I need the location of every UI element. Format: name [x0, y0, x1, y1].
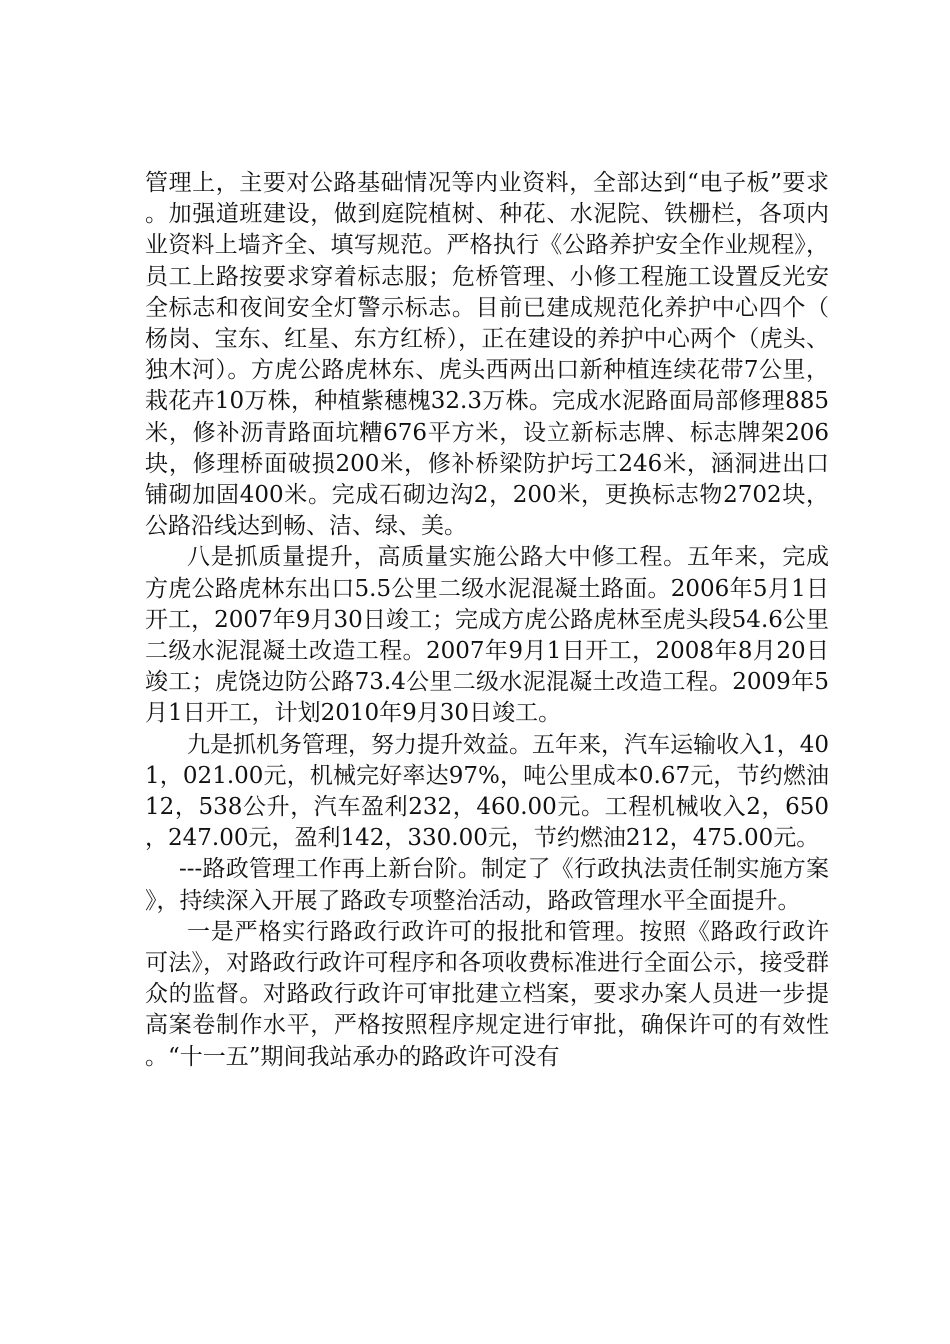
paragraph-road-maintenance: 管理上，主要对公路基础情况等内业资料，全部达到“电子板”要求。加强道班建设，做到庭院植树、种花、水泥院、铁栅栏，各项内业资料上墙齐全、填写规范。严格执行《公路养护安全作业规程》，员工上路按要求穿着标志服；危桥管理、小修工程施工设置反光安全标志和夜间安全灯警示标志。目前已建成规范化养护中心四个（杨岗、宝东、红星、东方红桥），正在建设的养护中心两个（虎头、独木河）。方虎公路虎林东、虎头西两出口新种植连续花带7公里，栽花卉10万株，种植紫穗槐32.3万株。完成水泥路面局部修理885米，修补沥青路面坑糟676平方米，设立新标志牌、标志牌架206块，修理桥面破损200米，修补桥梁防护圬工246米，涵洞进出口铺砌加固400米。完成石砌边沟2，200米，更换标志物2702块，公路沿线达到畅、洁、绿、美。 — [145, 170, 829, 540]
paragraph-road-administration: ---路政管理工作再上新台阶。制定了《行政执法责任制实施方案》，持续深入开展了路政专项整治活动，路政管理水平全面提升。 — [145, 856, 829, 914]
paragraph-quality-improvement: 八是抓质量提升，高质量实施公路大中修工程。五年来，完成方虎公路虎林东出口5.5公里二级水泥混凝土路面。2006年5月1日开工，2007年9月30日竣工；完成方虎公路虎林至虎头段54.6公里二级水泥混凝土改造工程。2007年9月1日开工，2008年8月20日竣工；虎饶边防公路73.4公里二级水泥混凝土改造工程。2009年5月1日开工，计划2010年9月30日竣工。 — [145, 544, 829, 727]
paragraph-machinery-management: 九是抓机务管理，努力提升效益。五年来，汽车运输收入1，401，021.00元，机械完好率达97%，吨公里成本0.67元，节约燃油12，538公升，汽车盈利232，460.00元。工程机械收入2，650，247.00元，盈利142，330.00元，节约燃油212，475.00元。 — [145, 731, 829, 852]
document-page — [145, 168, 829, 1073]
paragraph-administrative-permits: 一是严格实行路政行政许可的报批和管理。按照《路政行政许可法》，对路政行政许可程序和各项收费标准进行全面公示，接受群众的监督。对路政行政许可审批建立档案，要求办案人员进一步提高案卷制作水平，严格按照程序规定进行审批，确保许可的有效性。“十一五”期间我站承办的路政许可没有 — [145, 918, 829, 1070]
